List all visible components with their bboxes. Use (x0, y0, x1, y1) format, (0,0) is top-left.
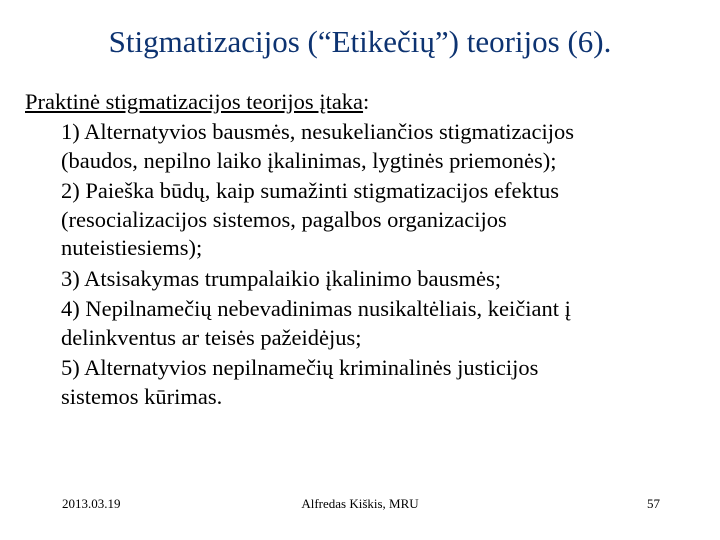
footer-date: 2013.03.19 (62, 496, 121, 511)
list-item (25, 354, 705, 411)
list-item (25, 118, 705, 175)
intro-line (25, 88, 705, 116)
list-item-line: 3) Atsisakymas trumpalaikio įkalinimo bausmės; (61, 265, 501, 291)
list-item-line: sistemos kūrimas. (61, 383, 223, 409)
footer-author: Alfredas Kiškis, MRU (301, 496, 419, 511)
list-item (25, 265, 705, 294)
intro-colon: : (363, 89, 370, 114)
list-item-line: delinkventus ar teisės pažeidėjus; (61, 324, 362, 350)
bullet-list (25, 118, 705, 411)
list-item-line: (resocializacijos sistemos, pagalbos organizacijos (61, 206, 507, 232)
intro-heading: Praktinė stigmatizacijos teorijos įtaka (25, 89, 364, 114)
list-item-line: (baudos, nepilno laiko įkalinimas, lygtinės priemonės); (61, 147, 557, 173)
list-item-line: 2) Paieška būdų, kaip sumažinti stigmatizacijos efektus (61, 178, 560, 203)
slide-title: Stigmatizacijos (“Etikečių”) teorijos (6). (108, 24, 612, 59)
list-item-line: 1) Alternatyvios bausmės, nesukeliančios stigmatizacijos (61, 119, 575, 144)
list-item-line: nuteistiesiems); (61, 235, 203, 260)
list-item (25, 177, 705, 263)
list-item-line: 4) Nepilnamečių nebevadinimas nusikaltėliais, keičiant į (61, 296, 571, 321)
page-number: 57 (647, 496, 660, 511)
list-item (25, 295, 705, 352)
list-item-line: 5) Alternatyvios nepilnamečių kriminalinės justicijos (61, 355, 539, 380)
slide-body (25, 88, 705, 411)
